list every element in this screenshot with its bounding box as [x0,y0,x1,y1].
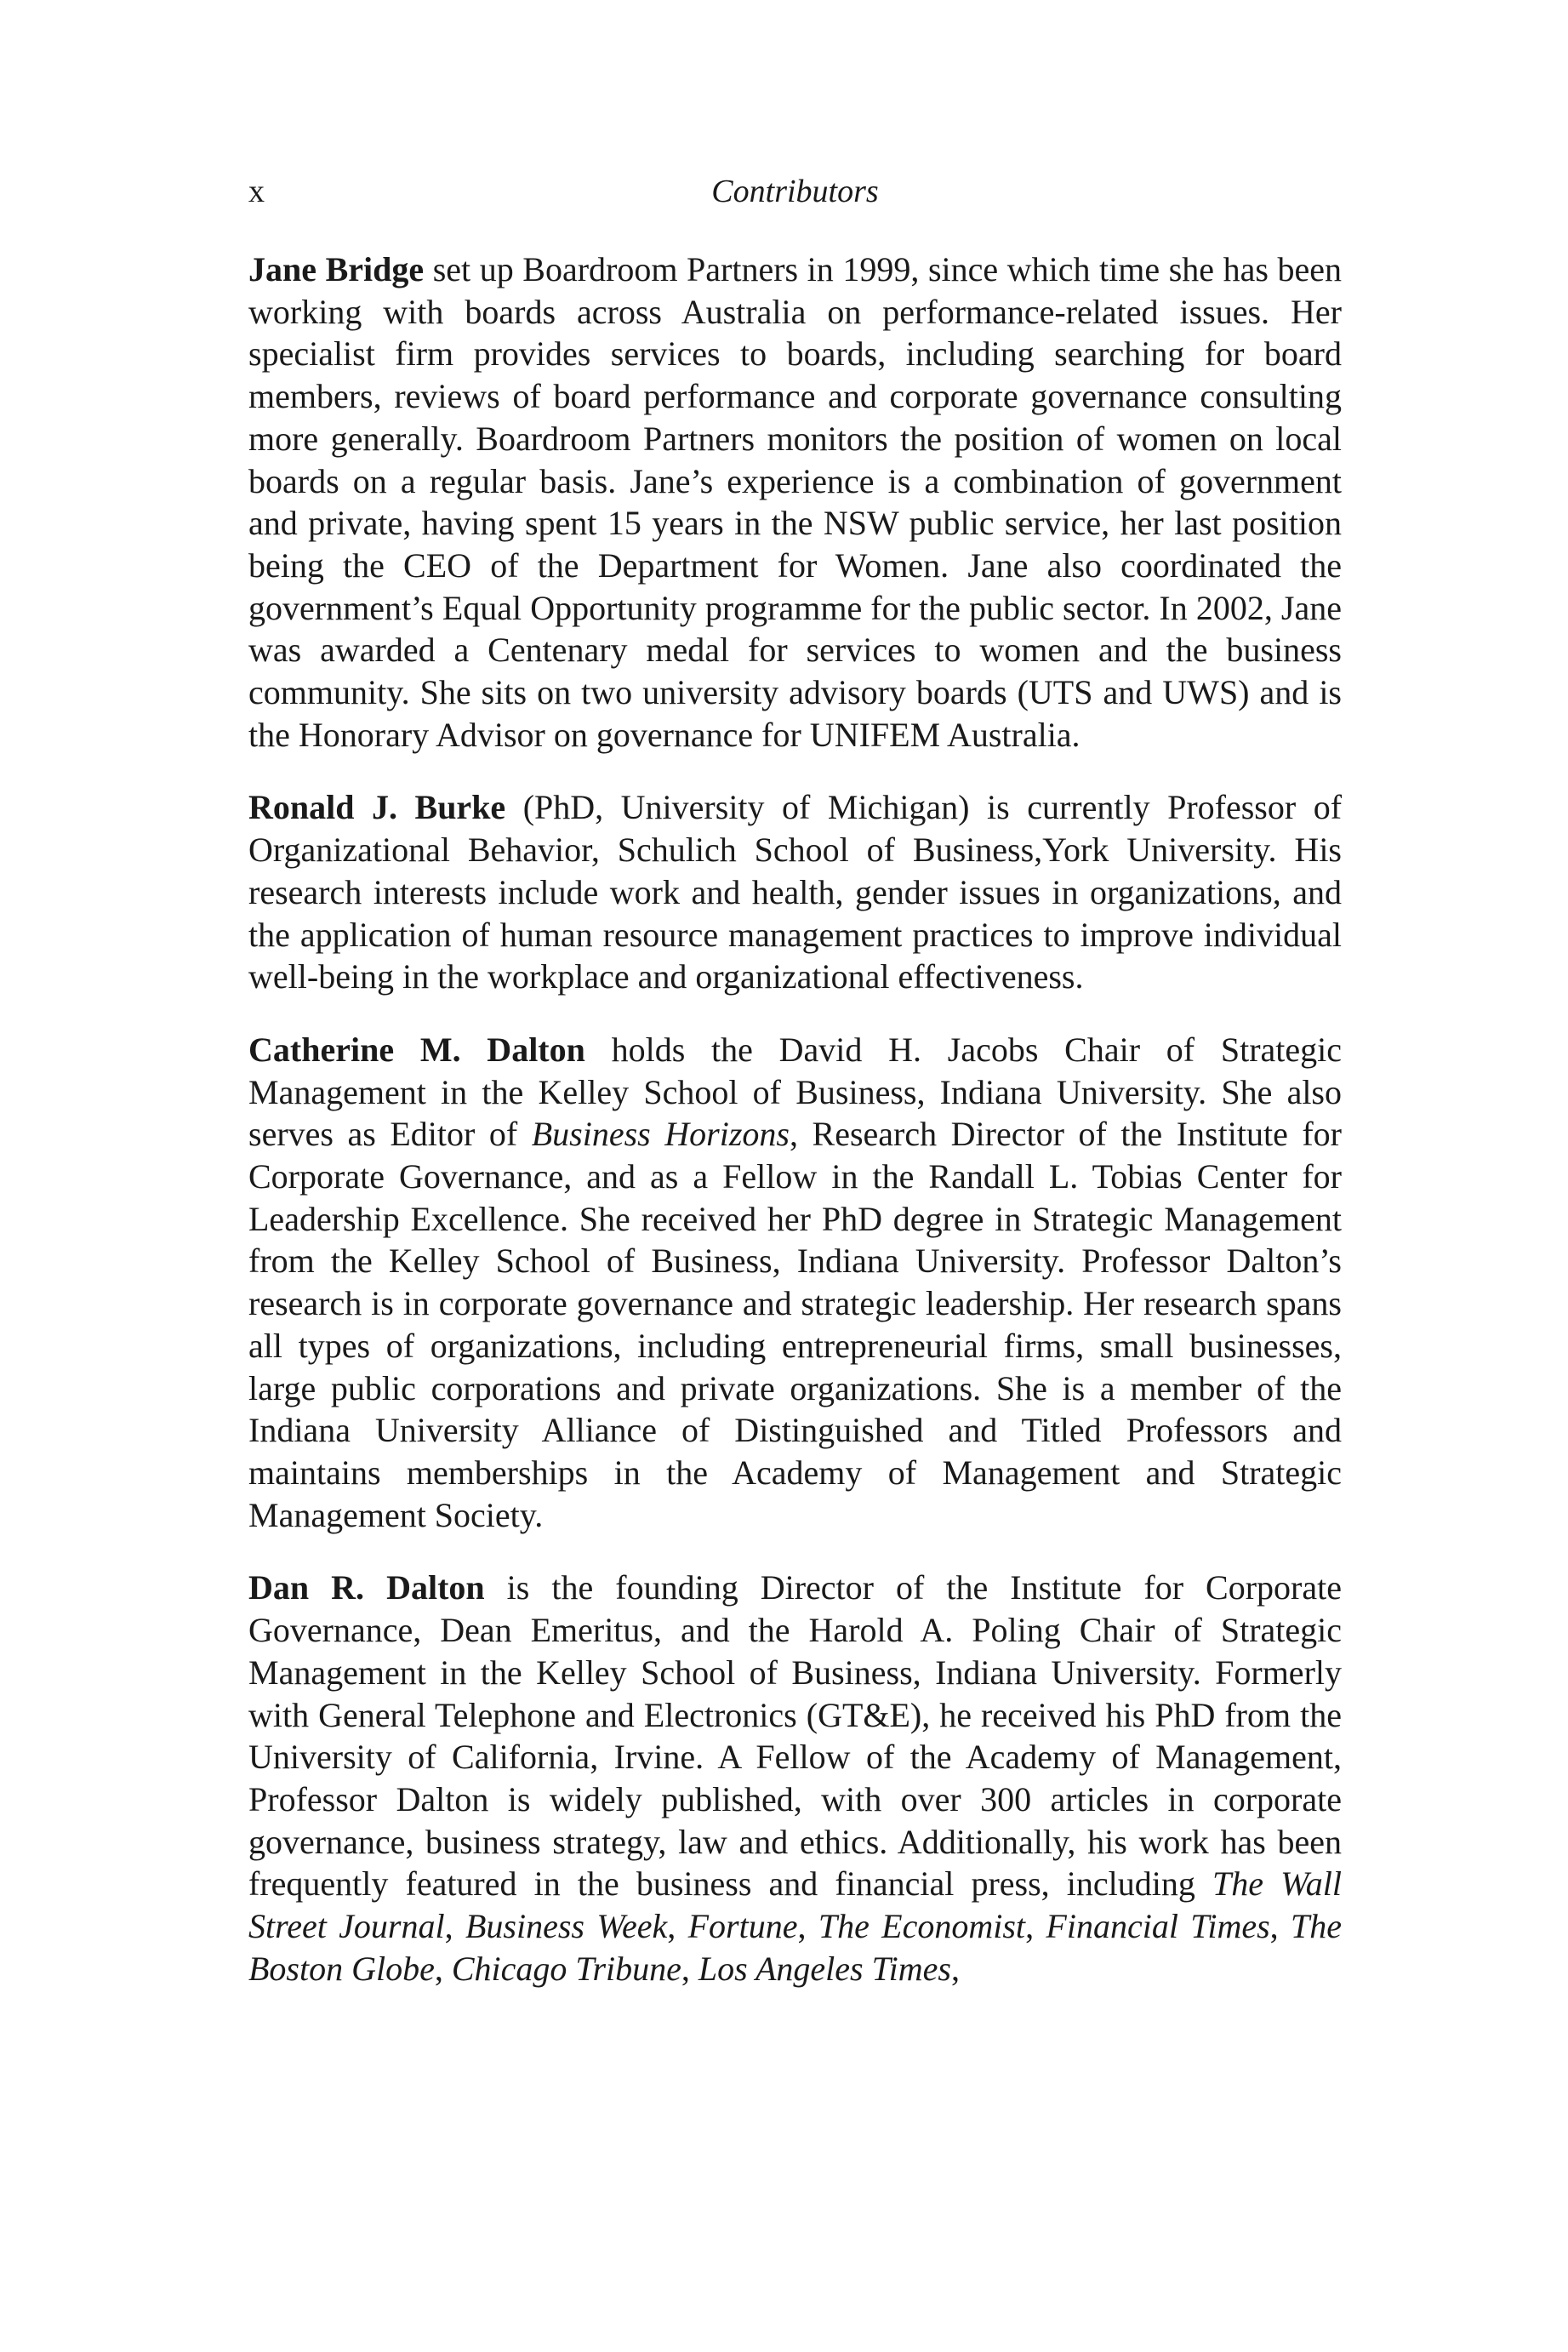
page-number: x [248,174,265,209]
contributor-name: Jane Bridge [248,250,425,288]
publication-title: Financial Times [1046,1907,1270,1946]
entry-text: , [681,1949,698,1988]
entry-text: , [1269,1907,1291,1946]
entry-text: (PhD, University of Michigan) is currently Professor of Organizational Behavior, Schulich School of Business,York University. His research interests include work and health, gender issues in organizations, and the application of human resource management practices to improve individual well-being in the workplace and organizational effectiveness. [248,788,1343,996]
entry-text: , [667,1907,688,1946]
publication-title: The Wall Street Journal [248,1864,1342,1946]
publication-title: Fortune [687,1907,798,1946]
contributor-name: Dan R. Dalton [248,1568,485,1607]
entry-text: , Research Director of the Institute for Corporate Governance, and as a Fellow in the Randall L. Tobias Center for Leadership Excellence. She received her PhD degree in Strategic Management from the Kelley School of Business, Indiana University. Professor Dalton’s research is in corporate governance and strategic leadership. Her research spans all types of organizations, including entrepreneurial firms, small businesses, large public corporations and private organizations. She is a member of the Indiana University Alliance of Distinguished and Titled Professors and maintains memberships in the Academy of Management and Strategic Management Society. [248,1115,1343,1534]
contributor-list [248,248,1342,2020]
entry-text: is the founding Director of the Institute for Corporate Governance, Dean Emeritus, and the Harold A. Poling Chair of Strategic Management in the Kelley School of Business, Indiana University. Formerly with General Telephone and Electronics (GT&E), he received his PhD from the University of California, Irvine. A Fellow of the Academy of Management, Professor Dalton is widely published, with over 300 articles in corporate governance, business strategy, law and ethics. Additionally, his work has been frequently featured in the business and financial press, including [248,1568,1342,1904]
entry-text: , [444,1907,465,1946]
contributor-entry-dan-dalton [248,1567,1342,1989]
running-head-title: Contributors [711,174,879,209]
publication-title: Los Angeles Times [698,1949,951,1988]
publication-title: The Boston Globe [248,1907,1343,1988]
entry-text: , [1025,1907,1046,1946]
entry-text: , [797,1907,818,1946]
publication-title: The Economist [818,1907,1026,1946]
publication-title: Business Week [465,1907,668,1946]
entry-text: set up Boardroom Partners in 1999, since which time she has been working with boards across Australia on performance-related issues. Her specialist firm provides services to boards, including searching for board members, reviews of board performance and corporate governance consulting more generally. Boardroom Partners monitors the position of women on local boards on a regular basis. Jane’s experience is a combination of government and private, having spent 15 years in the NSW public service, her last position being the CEO of the Department for Women. Jane also coordinated the government’s Equal Opportunity programme for the public sector. In 2002, Jane was awarded a Centenary medal for services to women and the business community. She sits on two university advisory boards (UTS and UWS) and is the Honorary Advisor on governance for UNIFEM Australia. [248,250,1342,754]
contributor-entry-ronald-burke [248,786,1342,998]
journal-title: Business Horizons [531,1115,790,1154]
publication-title: Chicago Tribune [451,1949,681,1988]
entry-text: holds the David H. Jacobs Chair of Strategic Management in the Kelley School of Business, Indiana University. She also serves as Editor of [248,1030,1342,1154]
contributor-entry-catherine-dalton [248,1029,1342,1536]
contributor-name: Ronald J. Burke [248,788,506,827]
entry-text: , [434,1949,452,1988]
entry-text: , [950,1949,960,1988]
contributor-entry-jane-bridge [248,248,1342,756]
contributor-name: Catherine M. Dalton [248,1030,585,1069]
